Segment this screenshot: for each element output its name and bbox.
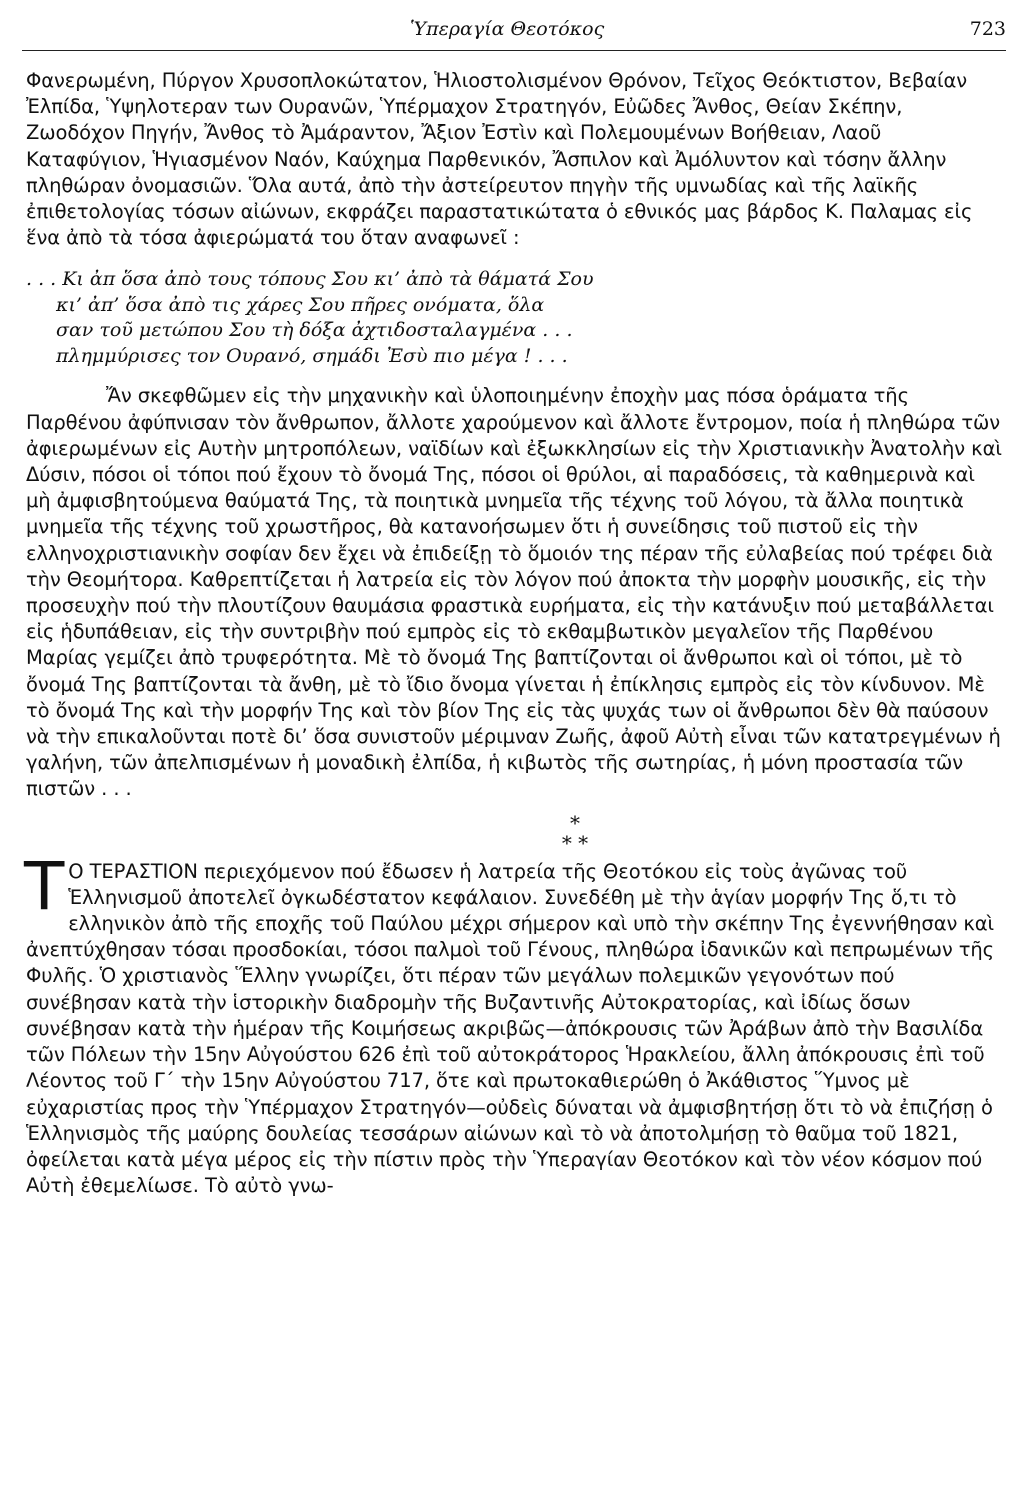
paragraph-3 <box>24 847 1004 1200</box>
verse-line-2: κι’ ἀπ’ ὅσα ἀπὸ τις χάρες Σου πῆρες ονόματα, ὅλα <box>56 293 545 316</box>
asterism-bottom: * * <box>561 830 589 855</box>
verse-line-1: . . . Κι ἀπ ὅσα ἀπὸ τους τόπους Σου κι’ ἀπὸ τὰ θάματά Σου <box>26 268 594 291</box>
verse-line-3: σαν τοῦ μετώπου Σου τὴ δόξα ἀχτιδοσταλαγμένα . . . <box>56 319 573 342</box>
page-number: 723 <box>969 18 1006 40</box>
header-rule <box>22 50 1006 51</box>
verse-line-4: πλημμύρισες τον Ουρανό, σημάδι Ἐσὺ πιο μέγα ! . . . <box>56 344 568 367</box>
asterism-top: * <box>570 810 580 835</box>
paragraph-1: Φανερωμένη, Πύργον Χρυσοπλοκώτατον, Ἡλιοστολισμένον Θρόνον, Τεῖχος Θεόκτιστον, Βεβαίαν Ἐλπίδα, Ὑψηλοτεραν των Ουρανῶν, Ὑπέρμαχον Στρατηγόν, Εὐῶδες Ἄνθος, Θείαν Σκέπην, Ζωοδόχον Πηγήν, Ἄνθος τὸ Ἀμάραντον, Ἄξιον Ἐστὶν καὶ Πολεμουμένων Βοήθειαν, Λαοῦ Καταφύγιον, Ἡγιασμένον Ναόν, Καύχημα Παρθενικόν, Ἄσπιλον καὶ Ἀμόλυντον καὶ τόσην ἄλλην πληθώραν ὀνομασιῶν. Ὅλα αυτά, ἀπὸ τὴν ἀστείρευτον πηγὴν τῆς υμνωδίας καὶ τῆς λαϊκῆς ἐπιθετολογίας τόσων αἰώνων, εκφράζει παραστατικώτατα ὁ εθνικός μας βάρδος Κ. Παλαμας εἰς ἕνα ἀπὸ τὰ τόσα ἀφιερώματά του ὅταν αναφωνεῖ : <box>26 69 973 250</box>
running-title: Ὑπεραγία Θεοτόκος <box>410 18 605 40</box>
paragraph-3-text: Ο ΤΕΡΑΣΤΙΟΝ περιεχόμενον πού ἔδωσεν ἡ λατρεία τῆς Θεοτόκου εἰς τοὺς ἀγῶνας τοῦ Ἑλληνισμοῦ ἀποτελεῖ ὀγκωδέστατον κεφάλαιον. Συνεδέθη μὲ τὴν ἁγίαν μορφήν Της ὅ,τι τὸ ελληνικὸν ἀπὸ τῆς εποχῆς τοῦ Παύλου μέχρι σήμερον καὶ υπὸ τὴν σκέπην Της ἐγεννήθησαν καὶ ἀνεπτύχθησαν τόσαι προσδοκίαι, τόσοι παλμοὶ τοῦ Γένους, πληθώρα ἰδανικῶν καὶ πεπρωμένων τῆς Φυλῆς. Ὁ χριστιανὸς Ἕλλην γνωρίζει, ὅτι πέραν τῶν μεγάλων πολεμικῶν γεγονότων πού συνέβησαν κατὰ τὴν ἱστορικὴν διαδρομὴν τῆς Βυζαντινῆς Αὐτοκρατορίας, καὶ ἰδίως ὅσων συνέβησαν κατὰ τὴν ἡμέραν τῆς Κοιμήσεως ακριβῶς—ἀπόκρουσις τῶν Ἀράβων ἀπὸ τὴν Βασιλίδα τῶν Πόλεων τὴν 15ην Αὐγούστου 626 ἐπὶ τοῦ αὐτοκράτορος Ἡρακλείου, ἄλλη ἀπόκρουσις ἐπὶ τοῦ Λέοντος τοῦ Γ΄ τὴν 15ην Αὐγούστου 717, ὅτε καὶ πρωτοκαθιερώθη ὁ Ἀκάθιστος Ὕμνος μὲ εὐχαριστίας προς τὴν Ὑπέρμαχον Στρατηγόν—οὐδεὶς δύναται νὰ ἀμφισβητήσῃ ὅτι τὸ νὰ ἐπιζήσῃ ὁ Ἑλληνισμὸς τῆς μαύρης δουλείας τεσσάρων αἰώνων καὶ τὸ νὰ ἀποτολμήσῃ τὸ θαῦμα τοῦ 1821, ὀφείλεται κατὰ μέγα μέρος εἰς τὴν πίστιν πρὸς τὴν Ὑπεραγίαν Θεοτόκον καὶ τὸν νέον κόσμον πού Αὐτὴ ἐθεμελίωσε. Τὸ αὐτὸ γνω- <box>26 859 995 1198</box>
verse-quote <box>26 267 1004 369</box>
body-text <box>26 68 1004 1199</box>
paragraph-2: Ἄν σκεφθῶμεν εἰς τὴν μηχανικὴν καὶ ὑλοποιημένην ἐποχὴν μας πόσα ὁράματα τῆς Παρθένου ἀφύπνισαν τὸν ἄνθρωπον, ἄλλοτε χαρούμενον καὶ ἄλλοτε ἔντρομον, ποία ἡ πληθώρα τῶν ἀφιερωμένων εἰς Αυτὴν μητροπόλεων, ναϊδίων καὶ ἐξωκκλησίων εἰς τὴν Χριστιανικὴν Ἀνατολὴν καὶ Δύσιν, πόσοι οἱ τόποι πού ἔχουν τὸ ὄνομά Της, πόσοι οἱ θρύλοι, αἱ παραδόσεις, τὰ καθημερινὰ καὶ μὴ ἀμφισβητούμενα θαύματά Της, τὰ ποιητικὰ μνημεῖα τῆς τέχνης τοῦ λόγου, τὰ ἄλλα ποιητικὰ μνημεῖα τῆς τέχνης τοῦ χρωστῆρος, θὰ κατανοήσωμεν ὅτι ἡ συνείδησις τοῦ πιστοῦ εἰς τὴν ελληνοχριστιανικὴν σοφίαν δεν ἔχει νὰ ἐπιδείξῃ τὸ ὅμοιόν της πέραν τῆς εὐλαβείας πού τρέφει διὰ τὴν Θεομήτορα. Καθρεπτίζεται ἡ λατρεία εἰς τὸν λόγον πού ἀποκτα τὴν μορφὴν μουσικῆς, εἰς τὴν προσευχὴν πού τὴν πλουτίζουν θαυμάσια φραστικὰ ευρήματα, εἰς τὴν κατάνυξιν πού μεταβάλλεται εἰς ἡδυπάθειαν, εἰς τὴν συντριβὴν πού εμπρὸς εἰς τὸ εκθαμβωτικὸν μεγαλεῖον τῆς Παρθένου Μαρίας γεμίζει ἀπὸ τρυφερότητα. Μὲ τὸ ὄνομά Της βαπτίζονται οἱ ἄνθρωποι καὶ οἱ τόποι, μὲ τὸ ὄνομά Της βαπτίζονται τὰ ἄνθη, μὲ τὸ ἴδιο ὄνομα γίνεται ἡ ἐπίκλησις εμπρὸς εἰς τὸν κίνδυνον. Μὲ τὸ ὄνομά Της καὶ τὴν μορφήν Της καὶ τὸν βίον Της εἰς τὰς ψυχάς των οἱ ἄνθρωποι δὲν θὰ παύσουν νὰ τὴν επικαλοῦνται ποτὲ δι’ ὅσα συνιστοῦν μέριμναν Ζωῆς, ἀφοῦ Αὐτὴ εἶναι τῶν κατατρεγμένων ἡ γαλήνη, τῶν ἀπελπισμένων ἡ μοναδικὴ ἐλπίδα, ἡ κιβωτὸς τῆς σωτηρίας, ἡ μόνη προστασία τῶν πιστῶν . . . <box>26 384 1002 801</box>
running-head <box>22 14 1006 44</box>
drop-cap: Τ <box>24 847 65 925</box>
section-asterism <box>26 810 1004 855</box>
